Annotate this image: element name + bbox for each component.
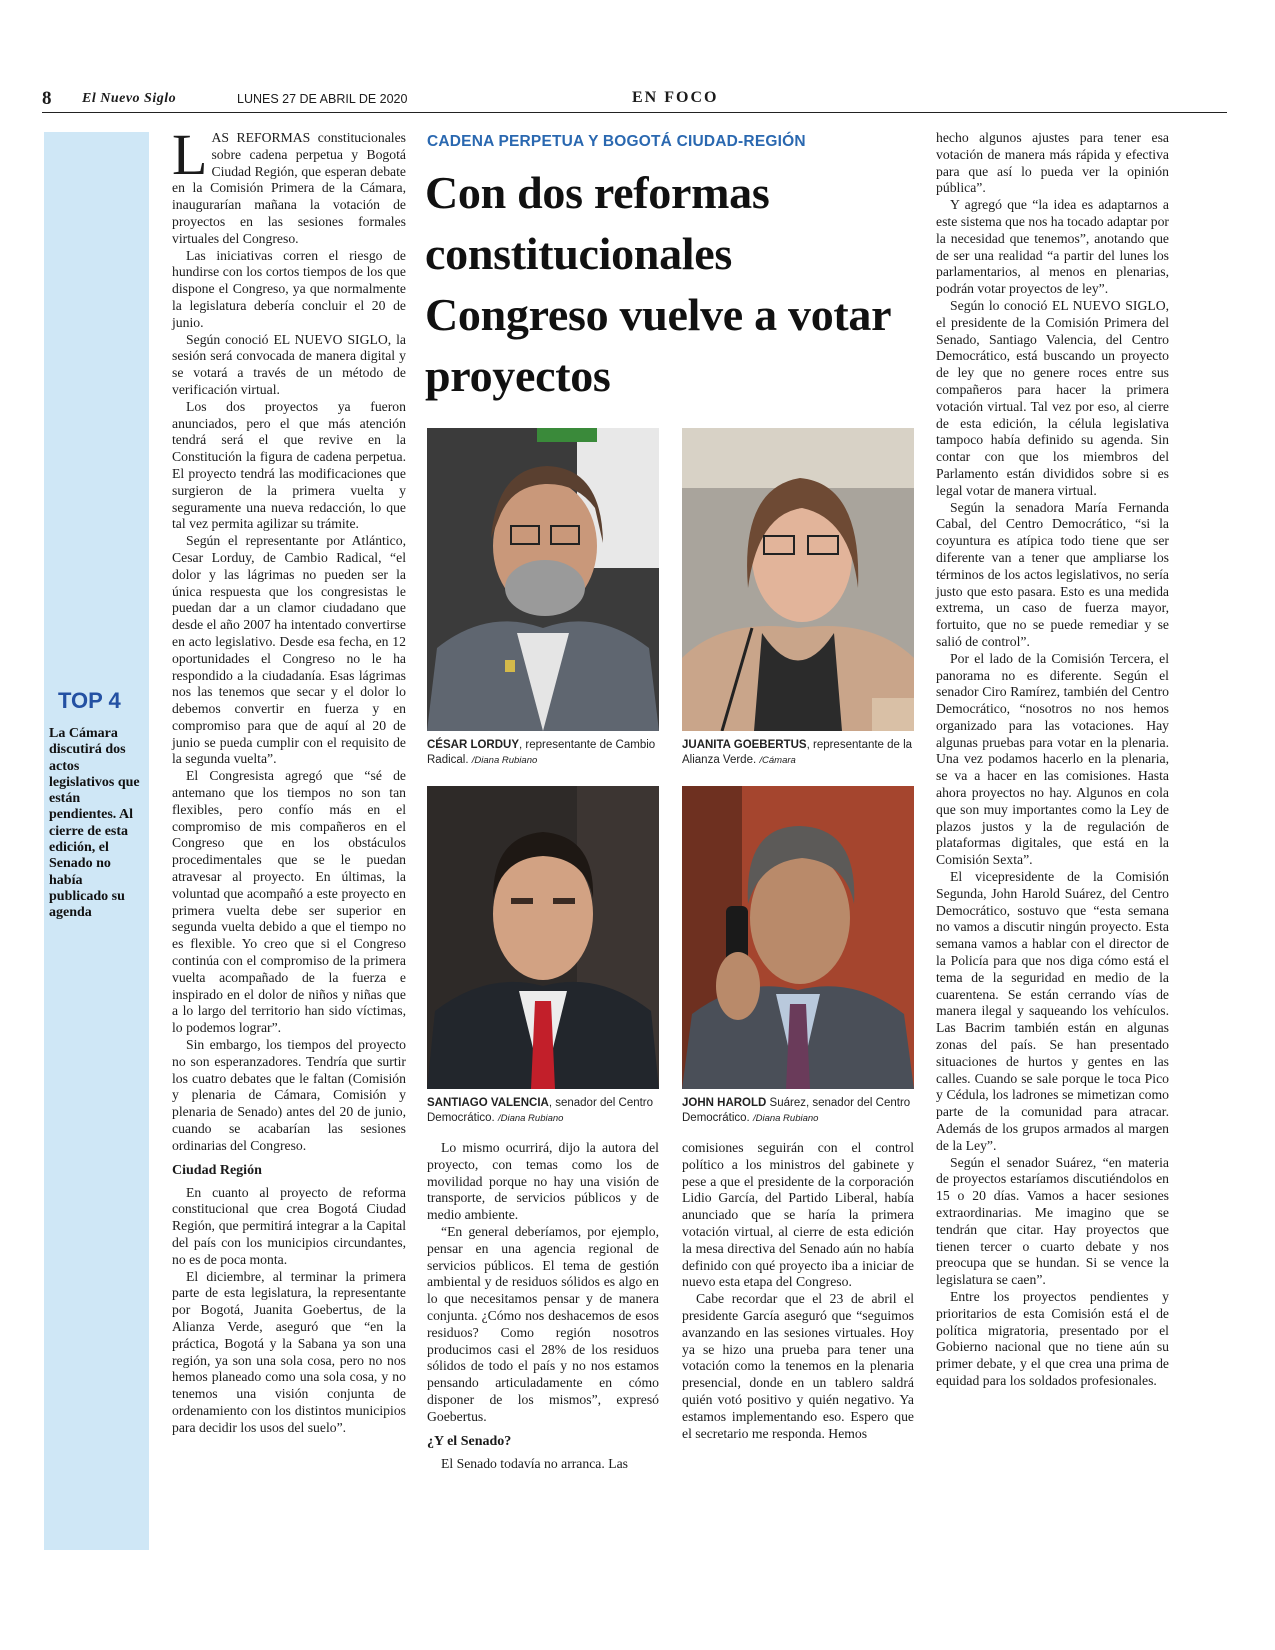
photo-caption: [427, 738, 663, 768]
caption-name: JOHN HAROLD: [682, 1097, 767, 1109]
paragraph: Según el senador Suárez, “en materia de proyectos estaríamos discutiéndolos en 15 o 20 días. Vamos a hacer sesiones extraordinarias. Me imagino que se tendrán que citar. Hay proyectos que tienen tercer o cuarto debate y nos preocupa que se hundan. Si se vence la legislatura se caen”.: [936, 1154, 1169, 1288]
paragraph: En cuanto al proyecto de reforma constitucional que crea Bogotá Ciudad Región, que permitirá integrar a la Capital del país con los municipios circundantes, no es de poca monta.: [172, 1184, 406, 1267]
article-headline: Con dos reformas constitucionales Congreso vuelve a votar proyectos: [425, 167, 891, 401]
page-number: 8: [42, 88, 52, 109]
paragraph: Y agregó que “la idea es adaptarnos a este sistema que nos ha tocado adaptar por la necesidad que tenemos”, anotando que de ser una realidad “a partir del lunes los parlamentarios, al menos en plenarias, podrán votar proyectos de ley”.: [936, 197, 1169, 297]
photo-caption: [682, 738, 918, 768]
caption-role: , representante de la Alianza Verde.: [682, 739, 913, 766]
article-column-4: [936, 130, 1169, 1390]
photo-credit: /Diana Rubiano: [497, 1113, 564, 1124]
paragraph: Lo mismo ocurrirá, dijo la autora del proyecto, con temas como los de movilidad porque no hay una visión de transporte, de servicios públicos y de medio ambiente.: [427, 1140, 659, 1223]
paragraph: Por el lado de la Comisión Tercera, el panorama no es diferente. Según el senador Ciro Ramírez, también del Centro Democrático, “nosotros no nos hemos organizado para las votaciones. Hay algunas pruebas para votar en la plenaria. Una vez podamos hacerlo en la plenaria, se va a hacer en las comisiones. Hasta ahora proyectos no hay. Algunos en cola que son muy importantes como la Ley de plazos justos y la de regulación de plataformas digitales, que está en la Comisión Sexta”.: [936, 650, 1169, 868]
photo-credit: /Diana Rubiano: [471, 755, 538, 766]
article-column-3: [682, 1140, 914, 1442]
caption-role: Suárez, senador del Centro Democrático.: [682, 1097, 911, 1124]
photo-john-harold: [682, 786, 914, 1089]
paragraph: El diciembre, al terminar la primera parte de esta legislatura, la representante por Bogotá, Juanita Goebertus, de la Alianza Verde, aseguró que “en la práctica, Bogotá y la Sabana ya son una región, ya son una sola cosa, pero no nos hemos planeado como una sola cosa, y no tenemos una visión conjunta de ordenamiento con los distintos municipios para decidir los usos del suelo”.: [172, 1268, 406, 1435]
paragraph: Según la senadora María Fernanda Cabal, del Centro Democrático, “si la coyuntura es atípica todo tiene que ser diferente van a tener que ampliarse los términos de los actos legislativos, no sería justo que esto pasara. Esto es una medida extrema, un caso de fuerza mayor, fortuito, que no se puede remediar y se salió de control”.: [936, 499, 1169, 649]
caption-name: SANTIAGO VALENCIA: [427, 1097, 549, 1109]
paragraph: Las iniciativas corren el riesgo de hundirse con los cortos tiempos de los que dispone el Congreso, ya que normalmente la legislatura debería concluir el 20 de junio.: [172, 247, 406, 330]
photo-cesar-lorduy: [427, 428, 659, 731]
photo-juanita-goebertus: [682, 428, 914, 731]
paragraph: Cabe recordar que el 23 de abril el presidente García aseguró que “seguimos avanzando en las sesiones virtuales. Hoy ya se hizo una prueba para tener una votación como la tenemos en la plenaria presencial, donde en un tablero saldrá quién votó positivo y quién negativo. Ya estamos implementando eso. Espero que el secretario me responda. Hemos: [682, 1291, 914, 1441]
paragraph: Según el representante por Atlántico, Cesar Lorduy, de Cambio Radical, “el dolor y las lágrimas no pueden ser la única respuesta que los congresistas le puedan dar a un clamor ciudadano que desde el año 2007 ha intentado convertirse en acto legislativo. Desde esa fecha, en 12 oportunidades el Congreso no le ha respondido a la ciudadanía. Esas lágrimas nos las tenemos que secar y el dolor lo debemos convertir en fuerza y en compromiso para que de aquí al 20 de junio se pueda cumplir con el requisito de la segunda vuelta”.: [172, 533, 406, 767]
paragraph: Según lo conoció EL NUEVO SIGLO, el presidente de la Comisión Primera del Senado, Santiago Valencia, del Centro Democrático, está buscando un proyecto de ley que no genere roces entre sus compañeros para hacer la primera votación virtual. Tal vez por eso, al cierre de esta edición, la célula legislativa tampoco había definido su agenda. Sin contar con que los miembros del Parlamento están divididos sobre si es legal votar de manera virtual.: [936, 297, 1169, 498]
paragraph: Entre los proyectos pendientes y prioritarios de esta Comisión está el de política migratoria, presentado por el Gobierno nacional que no tiene aún su primer debate, y el que crea una prima de equidad para los soldados profesionales.: [936, 1288, 1169, 1388]
page-header: [42, 88, 1227, 113]
article-column-1: [172, 122, 406, 1437]
paragraph: Sin embargo, los tiempos del proyecto no son esperanzadores. Tendría que surtir los cuatro debates que le faltan (Comisión y plenaria de Cámara, Comisión y plenaria de Senado) antes del 20 de junio, cuando se acabarían las sesiones ordinarias del Congreso.: [172, 1037, 406, 1153]
drop-cap: L: [172, 122, 208, 187]
paragraph: comisiones seguirán con el control político a los ministros del gabinete y pese a que el presidente de la corporación Lidio García, del Partido Liberal, había anunciado que se haría la primera votación virtual, al cierre de esta edición la mesa directiva del Senado aún no había definido con qué proyecto iba a iniciar de nuevo esta etapa del Congreso.: [682, 1140, 914, 1290]
caption-name: CÉSAR LORDUY: [427, 739, 520, 751]
caption-name: JUANITA GOEBERTUS: [682, 739, 807, 751]
issue-date: LUNES 27 DE ABRIL DE 2020: [237, 92, 408, 106]
paragraph: El Congresista agregó que “sé de antemano que los tiempos no son tan flexibles, pero confío más en el compromiso de mis compañeros en el Congreso que en los obstáculos procedimentales que se le puedan atravesar al proyecto. En últimas, la voluntad que acompañó a este proyecto en primera vuelta debe ser superior en segunda vuelta debido a que el tiempo no es flexible. Yo creo que si el Congreso continúa con el compromiso de la primera vuelta acompañado de la fuerza e inspirado en el dolor de niños y niñas que a lo largo del territorio han sido víctimas, lo podemos lograr”.: [172, 768, 406, 1036]
sidebar-text: La Cámara discutirá dos actos legislativos que están pendientes. Al cierre de esta edición, el Senado no había publicado su agenda: [49, 726, 140, 921]
newspaper-name: El Nuevo Siglo: [82, 91, 177, 106]
paragraph: Según conoció EL NUEVO SIGLO, la sesión será convocada de manera digital y se votará a través de un método de verificación virtual.: [172, 331, 406, 397]
caption-role: , senador del Centro Democrático.: [427, 1097, 654, 1124]
photo-caption: [682, 1096, 918, 1126]
paragraph: “En general deberíamos, por ejemplo, pensar en una agencia regional de servicios públicos. El tema de gestión ambiental y de residuos sólidos es algo en lo que necesitamos pensar y de manera conjunta. ¿Cómo nos deshacemos de esos residuos? Como región nosotros producimos casi el 28% de los residuos sólidos de todo el país y no nos estamos pensando articuladamente en cómo disponer de los mismos”, expresó Goebertus.: [427, 1223, 659, 1424]
paragraph: El Senado todavía no arranca. Las: [441, 1455, 628, 1471]
paragraph: Los dos proyectos ya fueron anunciados, pero el que más atención tendrá será el que revive en la Constitución la figura de cadena perpetua. El proyecto tendrá las modificaciones que surgieron de la primera vuelta y seguramente una nueva redacción, lo que tal vez permita agilizar su trámite.: [172, 398, 406, 532]
article-kicker: CADENA PERPETUA Y BOGOTÁ CIUDAD-REGIÓN: [427, 133, 806, 150]
caption-role: , representante de Cambio Radical.: [427, 739, 656, 766]
paragraph: El vicepresidente de la Comisión Segunda, John Harold Suárez, del Centro Democrático, sostuvo que “esta semana no vamos a discutir ningún proyecto. Esta semana vamos a hablar con el director de la Policía para que nos diga cómo está el tema de la seguridad en medio de la cuarentena. Se están cerrando vías de manera ilegal y saqueando los vehículos. Las Bacrim también están en algunas zonas del país. Se han presentado situaciones de hurtos y gentes en las calles. Cuando se sale porque le toca Pico y Cédula, los ladrones se mimetizan como parte de la comunidad para atracar. Además de los grupos armados al margen de la Ley”.: [936, 869, 1169, 1153]
sidebar-box: [44, 132, 149, 1550]
subheading: ¿Y el Senado?: [427, 1433, 512, 1449]
photo-santiago-valencia: [427, 786, 659, 1089]
section-name: EN FOCO: [632, 89, 719, 106]
photo-caption: [427, 1096, 663, 1126]
photo-credit: /Cámara: [759, 755, 796, 766]
subheading: Ciudad Región: [172, 1162, 262, 1178]
photo-credit: /Diana Rubiano: [752, 1113, 819, 1124]
paragraph: hecho algunos ajustes para tener esa votación de manera más rápida y efectiva para que así lo pueda ver la opinión pública”.: [936, 130, 1169, 196]
sidebar-label: TOP 4: [58, 688, 121, 713]
paragraph: AS REFORMAS constitucionales sobre cadena perpetua y Bogotá Ciudad Región, que esperan debate en la Comisión Primera de la Cámara, inaugurarían mañana la votación de proyectos en las sesiones formales virtuales del Congreso.: [172, 130, 406, 246]
article-column-2: [427, 1140, 659, 1472]
